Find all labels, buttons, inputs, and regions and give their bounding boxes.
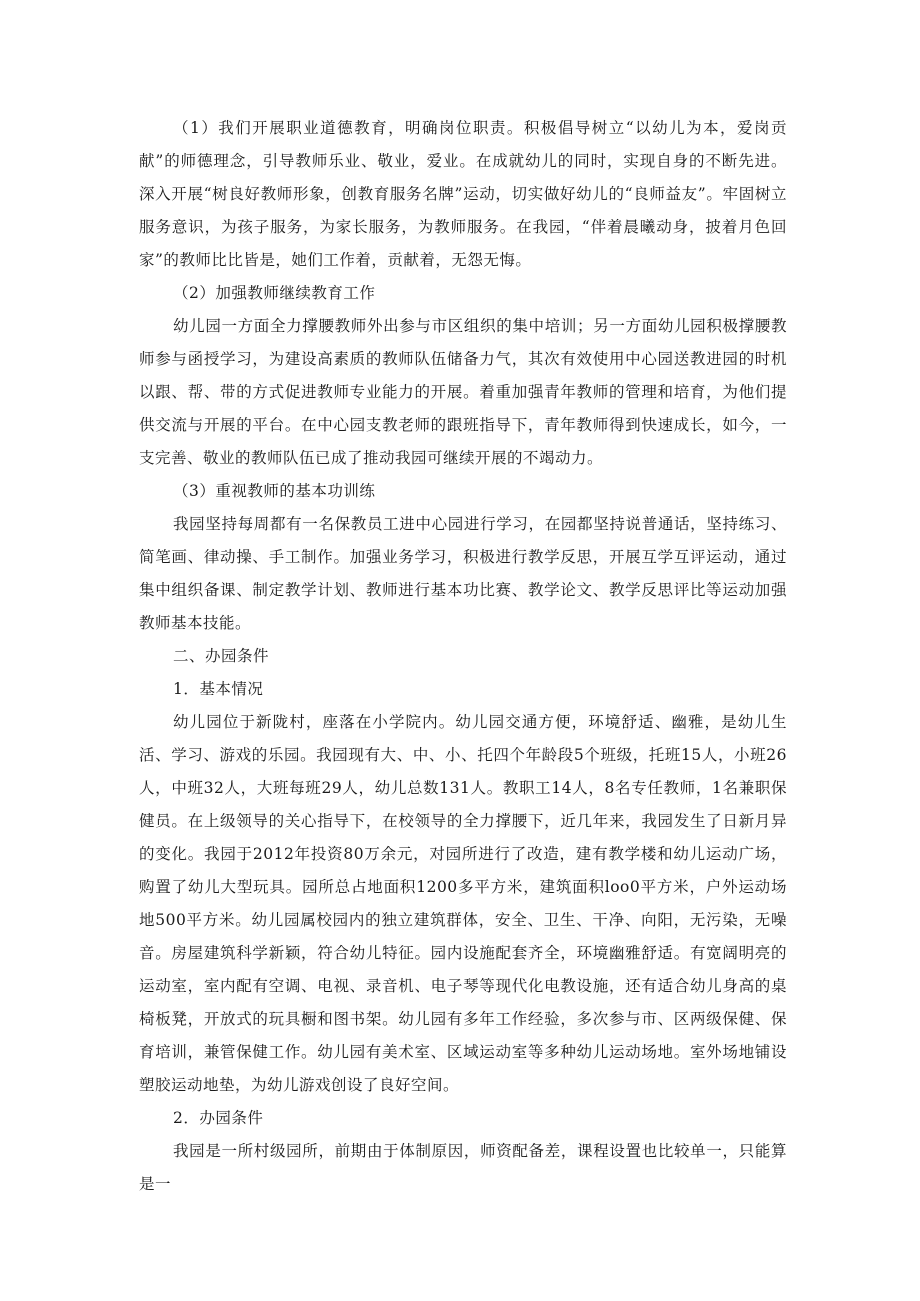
heading-conditions: 2．办园条件 bbox=[173, 1109, 264, 1127]
paragraph-conditions: 我园是一所村级园所，前期由于体制原因，师资配备差，课程设置也比较单一，只能算是一 bbox=[139, 1142, 787, 1193]
paragraph-basic-situation: 幼儿园位于新陇村，座落在小学院内。幼儿园交通方便，环境舒适、幽雅，是幼儿生活、学习、游戏的乐园。我园现有大、中、小、托四个年龄段5个班级，托班15人，小班26人，中班32人，大班每班29人，幼儿总数131人。教职工14人，8名专任教师，1名兼职保健员。在上级领导的关心指导下，在校领导的全力撑腰下，近几年来，我园发生了日新月异的变化。我园于2012年投资80万余元，对园所进行了改造，建有教学楼和幼儿运动广场，购置了幼儿大型玩具。园所总占地面积1200多平方米，建筑面积loo0平方米，户外运动场地500平方米。幼儿园属校园内的独立建筑群体，安全、卫生、干净、向阳，无污染，无噪音。房屋建筑科学新颖，符合幼儿特征。园内设施配套齐全，环境幽雅舒适。有宽阔明亮的运动室，室内配有空调、电视、录音机、电子琴等现代化电教设施，还有适合幼儿身高的桌椅板凳，开放式的玩具橱和图书架。幼儿园有多年工作经验，多次参与市、区两级保健、保育培训，兼管保健工作。幼儿园有美术室、区域运动室等多种幼儿运动场地。室外场地铺设塑胶运动地垫，为幼儿游戏创设了良好空间。 bbox=[139, 713, 787, 1094]
heading-basic-situation: 1．基本情况 bbox=[173, 680, 264, 698]
paragraph-ethics-education: （1）我们开展职业道德教育，明确岗位职责。积极倡导树立“以幼儿为本，爱岗贡献”的师德理念，引导教师乐业、敬业，爱业。在成就幼儿的同时，实现自身的不断先进。深入开展“树良好教师形象，创教育服务名牌”运动，切实做好幼儿的“良师益友”。牢固树立服务意识，为孩子服务，为家长服务，为教师服务。在我园，“伴着晨曦动身，披着月色回家”的教师比比皆是，她们工作着，贡献着，无怨无悔。 bbox=[139, 119, 787, 269]
document-body bbox=[139, 112, 787, 1201]
heading-basic-skills: （3）重视教师的基本功训练 bbox=[173, 482, 376, 500]
paragraph-basic-skills: 我园坚持每周都有一名保教员工进中心园进行学习，在园都坚持说普通话，坚持练习、简笔画、律动操、手工制作。加强业务学习，积极进行教学反思，开展互学互评运动，通过集中组织备课、制定教学计划、教师进行基本功比赛、教学论文、教学反思评比等运动加强教师基本技能。 bbox=[139, 515, 787, 632]
paragraph-continuing-education: 幼儿园一方面全力撑腰教师外出参与市区组织的集中培训；另一方面幼儿园积极撑腰教师参与函授学习，为建设高素质的教师队伍储备力气，其次有效使用中心园送教进园的时机以跟、帮、带的方式促进教师专业能力的开展。着重加强青年教师的管理和培育，为他们提供交流与开展的平台。在中心园支教老师的跟班指导下，青年教师得到快速成长，如今，一支完善、敬业的教师队伍已成了推动我园可继续开展的不竭动力。 bbox=[139, 317, 787, 467]
heading-section-two: 二、办园条件 bbox=[173, 647, 270, 665]
heading-continuing-education: （2）加强教师继续教育工作 bbox=[173, 284, 376, 302]
